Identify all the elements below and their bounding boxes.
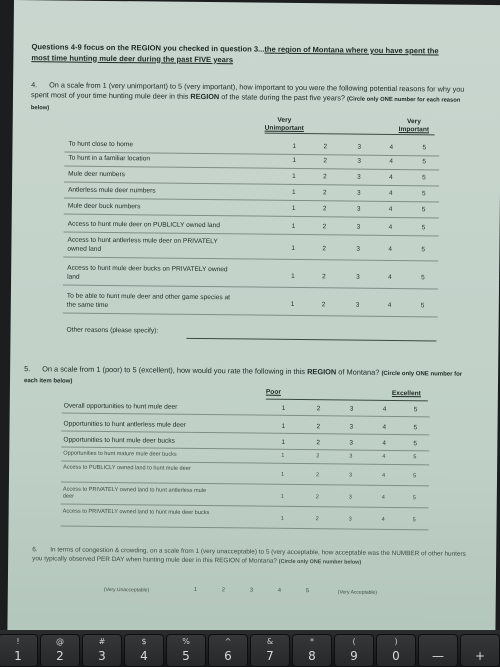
q4-row-divider [63,313,438,318]
q4-row-divider [64,198,439,203]
q4-scale-option[interactable]: 2 [322,189,327,197]
q4-header-right-line2: Important [398,126,430,134]
intro-lead: Questions 4-9 focus on the REGION you checked in question 3... [31,42,265,54]
q5-scale-option[interactable]: 5 [412,517,416,524]
q4-scale-option[interactable]: 3 [356,189,361,197]
q4-scale-option[interactable]: 3 [355,301,360,309]
q4-number: 4. [31,80,38,90]
q4-item-label: Mule deer numbers [68,170,126,179]
q5-header-right: Excellent [391,389,421,398]
key-main-symbol: 7 [266,649,274,663]
key-main-symbol: 6 [224,649,232,663]
q4-item-label: Access to hunt mule deer on PUBLICLY owned land [67,220,220,230]
q6-scale-option[interactable]: 1 [193,586,197,593]
q4-scale-option[interactable]: 2 [322,223,327,231]
survey-page [7,0,500,645]
keyboard-key[interactable] [166,634,206,667]
q4-row-divider [64,166,439,171]
q5-header-left: Poor [265,388,281,396]
q5-scale-option[interactable]: 2 [316,423,321,431]
q4-scale-option[interactable]: 4 [388,205,393,213]
key-main-symbol: 1 [14,649,22,663]
q4-scale-option[interactable]: 5 [421,190,426,198]
keyboard-key[interactable] [124,634,164,667]
q5-scale-option[interactable]: 1 [280,493,284,500]
q4-scale-option[interactable]: 5 [421,224,426,232]
q4-scale-option[interactable]: 5 [422,174,426,182]
q5-scale-option[interactable]: 2 [315,494,319,501]
q5-scale-option[interactable]: 2 [316,405,321,413]
q4-scale-option[interactable]: 3 [356,245,361,253]
q4-scale-option[interactable]: 2 [322,245,327,253]
q5-scale-option[interactable]: 3 [349,439,353,447]
q4-header-right [399,118,430,134]
q4-scale-option[interactable]: 4 [388,245,393,253]
q5-scale-option[interactable]: 4 [381,516,385,523]
q4-instruction: (Circle only ONE number for each reason below) [30,96,461,111]
q4-header-left [265,117,304,133]
q5-scale-option[interactable]: 3 [349,423,354,431]
keyboard-key[interactable] [292,634,332,667]
key-shift-symbol: ! [16,637,20,646]
q4-scale-option[interactable]: 3 [357,143,362,151]
q5-scale-option[interactable]: 2 [316,439,320,447]
q5-scale-option[interactable]: 2 [316,472,320,479]
question-6 [32,546,472,568]
q4-item-label: To hunt close to home [68,140,134,149]
q5-scale-option[interactable]: 3 [349,405,354,413]
q4-row-divider [63,257,438,262]
key-main-symbol: 0 [392,649,400,663]
q4-scale-option[interactable]: 2 [323,157,327,165]
q5-row-divider [60,526,428,531]
q4-scale-option[interactable]: 2 [322,273,326,281]
q4-row-divider [64,214,439,219]
q6-instruction: (Circle only ONE number below) [278,558,362,566]
q4-scale-option[interactable]: 3 [356,205,361,213]
q4-scale-option[interactable]: 1 [292,172,296,180]
q4-scale-option[interactable]: 1 [291,222,296,230]
q4-item-label: To hunt in a familiar location [68,154,151,163]
q6-number: 6. [32,546,38,554]
q5-scale-option[interactable]: 5 [413,454,417,461]
section-intro [31,42,438,67]
keyboard-key[interactable] [460,634,500,667]
q5-scale-option[interactable]: 4 [382,472,386,479]
key-shift-symbol: ( [352,637,356,646]
q5-number: 5. [24,364,31,374]
q4-scale-option[interactable]: 4 [389,143,394,151]
q4-scale-option[interactable]: 2 [323,173,327,181]
q4-scale-option[interactable]: 1 [291,244,296,252]
key-shift-symbol: & [266,637,274,646]
q5-scale-option[interactable]: 4 [382,439,386,447]
key-shift-symbol: % [182,637,190,646]
q4-scale-option[interactable]: 3 [357,173,361,181]
key-main-symbol: — [432,649,444,663]
q5-scale-option[interactable]: 1 [281,404,286,412]
q4-scale-option[interactable]: 1 [292,142,297,150]
q4-scale-option[interactable]: 5 [422,158,426,166]
q4-scale-option[interactable]: 4 [388,273,392,281]
question-4 [31,80,471,118]
laptop-keyboard [0,630,500,667]
key-shift-symbol: # [98,637,106,646]
q5-scale-option[interactable]: 1 [280,515,284,522]
q5-row-divider [61,431,429,436]
q6-left-anchor: (Very Unacceptable) [103,586,150,594]
key-main-symbol: + [474,649,486,663]
q5-region: REGION [307,367,337,377]
q5-item-label: Overall opportunities to hunt mule deer [63,402,178,411]
q5-scale-option[interactable]: 1 [281,452,285,459]
q4-scale-option[interactable]: 3 [356,223,361,231]
q5-scale-option[interactable]: 3 [349,472,353,479]
key-main-symbol: 9 [350,649,358,663]
q4-scale-option[interactable]: 2 [323,143,328,151]
keyboard-key[interactable] [40,634,80,667]
q5-item-label: Access to PRIVATELY owned land to hunt mule deer bucks [62,508,210,517]
q5-scale-option[interactable]: 1 [281,422,286,430]
intro-underlined: the region of Montana where you have spent the [264,44,439,56]
keyboard-key[interactable] [250,634,290,667]
q4-header-left-line1: Very [277,116,292,124]
q4-header-right-line1: Very [406,118,421,126]
keyboard-key[interactable] [0,634,38,667]
q4-text: On a scale from 1 (very unimportant) to 5 (very important), how important to you were the following potential reasons for why you spent most of your time hunting mule deer in this [30,80,465,101]
keyboard-key[interactable] [334,634,374,667]
q4-item-label: To be able to hunt mule deer and other game species at the same time [66,292,231,309]
q4-scale-option[interactable]: 4 [389,157,393,165]
q5-item-label: Opportunities to hunt antlerless mule deer [63,420,187,429]
q6-scale-option[interactable]: 3 [249,587,253,594]
q4-item-label: Access to hunt antlerless mule deer on PRIVATELY owned land [67,236,218,253]
q4-scale-option[interactable]: 3 [357,157,361,165]
q4-scale-option[interactable]: 2 [322,205,327,213]
q5-scale-option[interactable]: 5 [413,406,418,414]
q5-scale-option[interactable]: 4 [382,405,387,413]
q4-scale-option[interactable]: 1 [292,156,296,164]
q5-scale-option[interactable]: 1 [281,471,285,478]
q4-item-label: Mule deer buck numbers [67,202,141,211]
q5-row-divider [61,482,429,487]
q5-text2: of Montana? [336,367,380,377]
q4-item-label: Antlerless mule deer numbers [67,186,156,195]
keyboard-key[interactable] [208,634,248,667]
q4-scale-option[interactable]: 5 [421,274,425,282]
q4-scale-option[interactable]: 4 [388,189,393,197]
keyboard-key[interactable] [376,634,416,667]
q4-scale-option[interactable]: 4 [389,173,393,181]
q5-scale-option[interactable]: 1 [281,438,285,446]
q6-right-anchor: (Very Acceptable) [337,589,378,596]
key-shift-symbol: ^ [224,637,232,646]
q5-scale-option[interactable]: 2 [316,453,320,460]
q5-item-label: Opportunities to hunt mature mule deer bucks [63,450,177,458]
q4-text2: of the state during the past five years? [219,91,345,103]
q5-scale-option[interactable]: 4 [381,494,385,501]
q4-region: REGION [190,91,220,101]
key-main-symbol: 8 [308,649,316,663]
q6-scale-option[interactable]: 5 [305,588,309,595]
q4-row-divider [64,232,439,237]
q5-row-divider [61,504,429,509]
q4-item-label: Access to hunt mule deer bucks on PRIVATELY owned land [67,264,228,281]
q6-text: In terms of congestion & crowding, on a scale from 1 (very unacceptable) to 5 (very acceptable, how acceptable was the NUMBER of other hunters you typically observed PER DAY when hunting mule deer in this REGION of Montana? [32,546,466,565]
q5-scale-option[interactable]: 5 [413,424,418,432]
keyboard-key[interactable] [82,634,122,667]
q5-scale-option[interactable]: 5 [412,495,416,502]
key-shift-symbol: * [310,637,314,646]
q5-scale-option[interactable]: 3 [348,494,352,501]
q4-header-left-line2: Unimportant [264,124,304,133]
q5-scale-option[interactable]: 5 [413,440,417,448]
key-shift-symbol: ) [394,637,398,646]
q4-scale-option[interactable]: 5 [421,206,426,214]
intro-line2: most time hunting mule deer during the past FIVE years [31,52,234,64]
keyboard-key[interactable] [418,634,458,667]
q4-other-label: Other reasons (please specify): [66,326,159,335]
q4-row-divider [64,182,439,187]
q4-scale-option[interactable]: 5 [422,144,427,152]
q4-other-line [186,338,436,342]
q5-scale-option[interactable]: 4 [382,423,387,431]
q4-scale-option[interactable]: 3 [356,273,360,281]
q5-header-rule [266,399,428,402]
q5-instruction: (Circle only ONE number for each item below) [23,370,463,385]
q5-scale-option[interactable]: 3 [349,453,353,460]
key-shift-symbol: @ [56,637,64,646]
q5-scale-option[interactable]: 2 [315,516,319,523]
key-main-symbol: 3 [98,649,106,663]
q5-scale-option[interactable]: 5 [413,473,417,480]
q6-scale-option[interactable]: 2 [221,587,225,594]
q5-scale-option[interactable]: 4 [382,453,386,460]
q6-scale-option[interactable]: 4 [277,587,281,594]
question-5 [24,364,474,391]
q5-text: On a scale from 1 (poor) to 5 (excellent), how would you rate the following in this [42,364,308,377]
q4-scale-option[interactable]: 2 [321,301,326,309]
q4-scale-option[interactable]: 1 [291,204,296,212]
q5-row-divider [62,413,430,418]
key-main-symbol: 2 [56,649,64,663]
q4-scale-option[interactable]: 4 [388,223,393,231]
q4-scale-option[interactable]: 1 [291,188,296,196]
q4-row-divider [63,285,438,290]
q5-item-label: Access to PRIVATELY owned land to hunt antlerless mule deer [62,486,207,501]
key-main-symbol: 4 [140,649,148,663]
key-shift-symbol: $ [141,637,147,646]
q5-item-label: Opportunities to hunt mule deer bucks [63,436,175,445]
q4-scale-option[interactable]: 5 [421,246,426,254]
q4-scale-option[interactable]: 1 [291,272,295,280]
q4-scale-option[interactable]: 4 [387,301,392,309]
key-main-symbol: 5 [182,649,190,663]
q5-scale-option[interactable]: 3 [348,516,352,523]
q5-item-label: Access to PUBLICLY owned land to hunt mule deer [63,464,191,472]
q4-scale-option[interactable]: 1 [290,300,295,308]
q4-scale-option[interactable]: 5 [420,302,425,310]
